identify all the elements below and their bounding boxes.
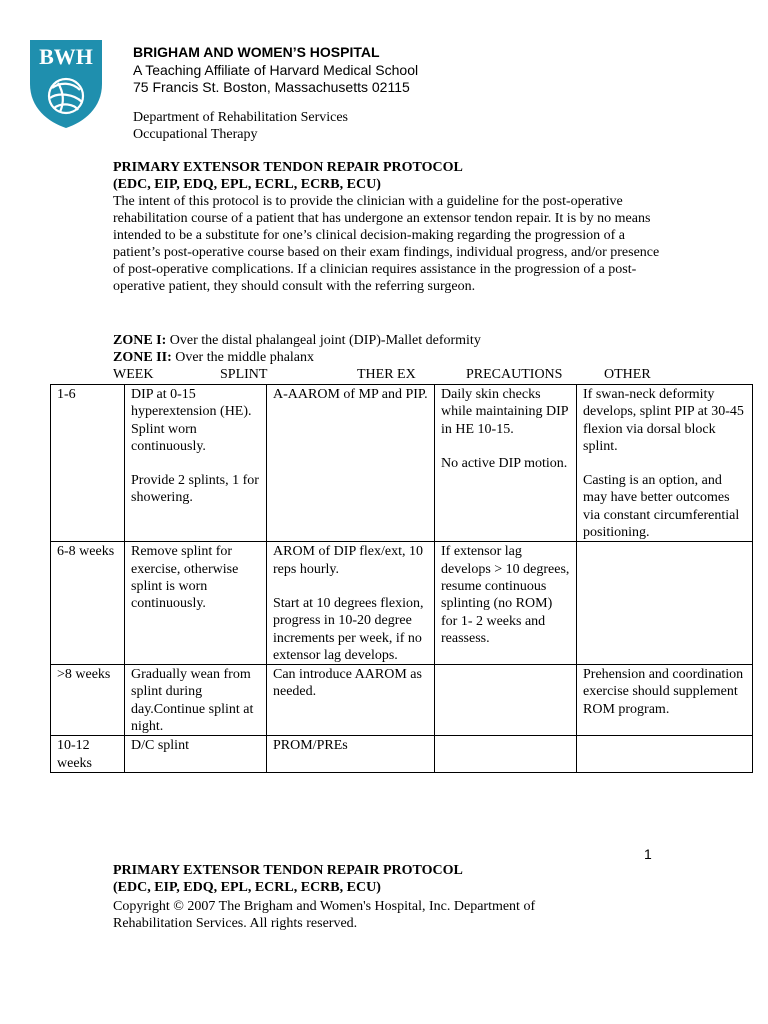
- header-precautions: PRECAUTIONS: [466, 367, 563, 382]
- page-number: 1: [644, 846, 652, 862]
- intro-paragraph: The intent of this protocol is to provide the clinician with a guideline for the post-operative rehabilitation course of a patient that has undergone an extensor tendon repair. It is by no means intended to be a substitute for one’s clinical decision-making regarding the progression of a patient’s post-operative course based on their exam findings, individual progress, and/or presence of post-operative complications. If a clinician requires assistance in the progression of a post-operative patient, they should consult with the referring surgeon.: [113, 194, 660, 294]
- address: 75 Francis St. Boston, Massachusetts 02115: [133, 79, 410, 95]
- splint-text: DIP at 0-15 hyperextension (HE). Splint worn continuously.: [131, 387, 252, 454]
- zone-2-label: ZONE II:: [113, 350, 172, 365]
- precautions-text: No active DIP motion.: [441, 455, 568, 471]
- protocol-tendons: (EDC, EIP, EDQ, EPL, ECRL, ECRB, ECU): [113, 177, 381, 192]
- other-text: Casting is an option, and may have better outcomes via constant circumferential positioning.: [583, 473, 740, 541]
- precautions-text: If extensor lag develops > 10 degrees, resume continuous splinting (no ROM) for 1- 2 weeks and reassess.: [441, 544, 570, 646]
- therex-text: AROM of DIP flex/ext, 10 reps hourly.: [273, 544, 423, 577]
- table-row: [51, 665, 753, 736]
- therex-cell: [267, 385, 435, 542]
- other-cell: [577, 385, 753, 542]
- division: Occupational Therapy: [133, 127, 258, 142]
- week-cell: [51, 385, 125, 542]
- week-text: 10-12 weeks: [57, 738, 92, 771]
- footer-title: PRIMARY EXTENSOR TENDON REPAIR PROTOCOL: [113, 863, 463, 878]
- bwh-logo: [28, 38, 104, 130]
- week-text: >8 weeks: [57, 667, 111, 683]
- header-therex: THER EX: [357, 367, 416, 382]
- week-cell: [51, 736, 125, 773]
- week-cell: [51, 665, 125, 736]
- other-text: If swan-neck deformity develops, splint PIP at 30-45 flexion via dorsal block splint.: [583, 387, 744, 454]
- splint-text: Provide 2 splints, 1 for showering.: [131, 473, 259, 506]
- therex-cell: [267, 736, 435, 773]
- header-week: WEEK: [113, 367, 154, 382]
- week-text: 6-8 weeks: [57, 544, 115, 560]
- therex-text: A-AAROM of MP and PIP.: [273, 387, 428, 402]
- splint-cell: [125, 542, 267, 665]
- other-cell: [577, 736, 753, 773]
- protocol-title: PRIMARY EXTENSOR TENDON REPAIR PROTOCOL: [113, 160, 463, 175]
- other-text: Prehension and coordination exercise should supplement ROM program.: [583, 667, 744, 717]
- splint-cell: [125, 385, 267, 542]
- therex-cell: [267, 665, 435, 736]
- splint-text: D/C splint: [131, 738, 189, 754]
- splint-text: Gradually wean from splint during day.Continue splint at night.: [131, 667, 254, 735]
- hospital-name: BRIGHAM AND WOMEN’S HOSPITAL: [133, 44, 380, 60]
- header-splint: SPLINT: [220, 367, 268, 382]
- affiliation: A Teaching Affiliate of Harvard Medical School: [133, 62, 419, 78]
- precautions-cell: [435, 542, 577, 665]
- table-row: [51, 736, 753, 773]
- protocol-table: [50, 384, 753, 773]
- precautions-cell: [435, 736, 577, 773]
- table-row: [51, 385, 753, 542]
- splint-text: Remove splint for exercise, otherwise splint is worn continuously.: [131, 544, 239, 612]
- zone-1-text: Over the distal phalangeal joint (DIP)-Mallet deformity: [166, 333, 481, 348]
- copyright: Copyright © 2007 The Brigham and Women's Hospital, Inc. Department of Rehabilitation Services. All rights reserved.: [113, 899, 536, 931]
- logo-text: BWH: [39, 44, 93, 69]
- zone-2: [113, 350, 314, 366]
- therex-cell: [267, 542, 435, 665]
- zone-2-text: Over the middle phalanx: [171, 350, 315, 365]
- precautions-text: Daily skin checks while maintaining DIP in HE 10-15.: [441, 387, 569, 437]
- week-cell: [51, 542, 125, 665]
- zone-1: [113, 333, 481, 349]
- department: Department of Rehabilitation Services: [133, 110, 348, 125]
- protocol-table-body: [51, 385, 753, 773]
- precautions-cell: [435, 665, 577, 736]
- header-other: OTHER: [604, 367, 651, 382]
- week-text: 1-6: [57, 387, 76, 402]
- other-cell: [577, 542, 753, 665]
- therex-text: PROM/PREs: [273, 738, 348, 754]
- therex-text: Can introduce AAROM as needed.: [273, 667, 422, 700]
- therex-text: Start at 10 degrees flexion, progress in 10-20 degree increments per week, if no extensor lag develops.: [273, 595, 424, 663]
- zone-1-label: ZONE I:: [113, 333, 167, 348]
- table-row: [51, 542, 753, 665]
- splint-cell: [125, 736, 267, 773]
- splint-cell: [125, 665, 267, 736]
- precautions-cell: [435, 385, 577, 542]
- footer-tendons: (EDC, EIP, EDQ, EPL, ECRL, ECRB, ECU): [113, 880, 381, 895]
- other-cell: [577, 665, 753, 736]
